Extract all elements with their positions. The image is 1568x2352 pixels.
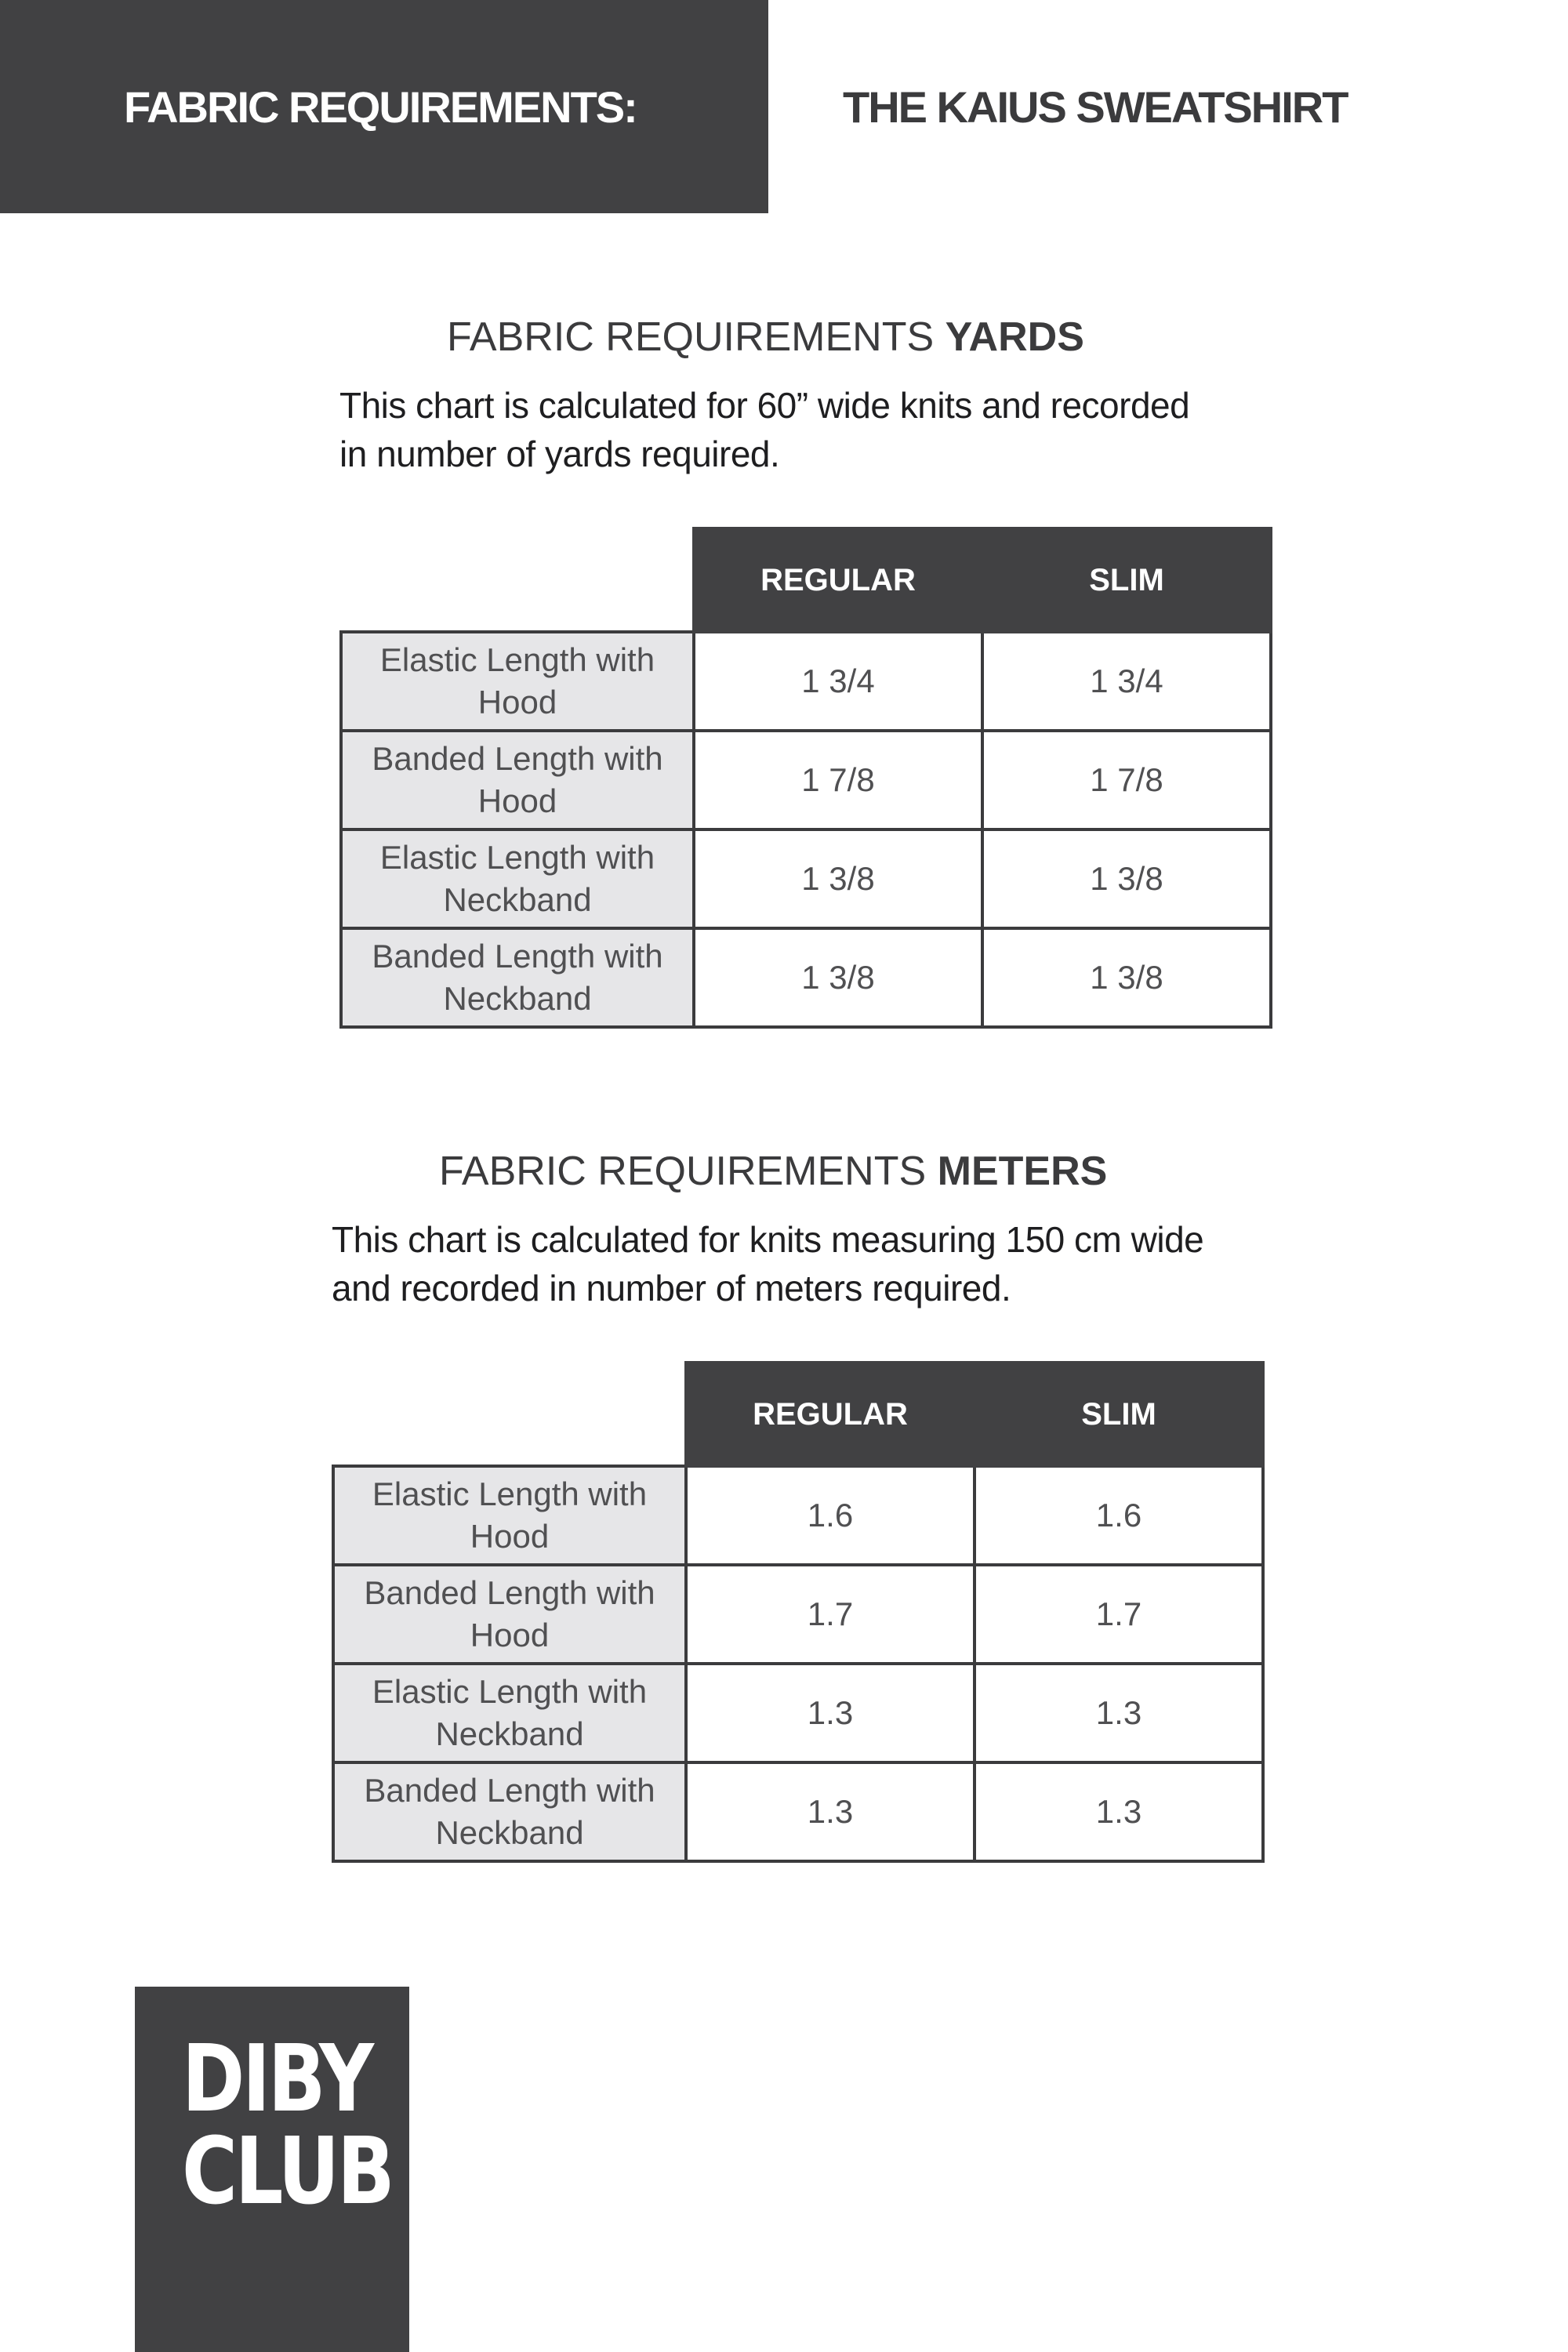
table-row (333, 1466, 1263, 1565)
header-right-title: THE KAIUS SWEATSHIRT (843, 82, 1348, 132)
yards-section-title (447, 314, 1084, 361)
column-header-regular: REGULAR (686, 1363, 975, 1466)
header-left-title: FABRIC REQUIREMENTS: (124, 82, 637, 132)
meters-title-prefix: FABRIC REQUIREMENTS (439, 1149, 927, 1194)
row-label: Banded Length with Neckband (341, 928, 694, 1027)
table-row (341, 928, 1271, 1027)
column-header-slim: SLIM (982, 528, 1271, 632)
table-row (333, 1762, 1263, 1861)
value-slim: 1 7/8 (982, 731, 1271, 829)
row-label: Elastic Length with Hood (341, 632, 694, 731)
yards-title-prefix: FABRIC REQUIREMENTS (447, 314, 935, 360)
table-row (341, 632, 1271, 731)
table-corner (341, 528, 694, 632)
value-slim: 1.3 (975, 1664, 1263, 1762)
value-regular: 1.7 (686, 1565, 975, 1664)
meters-section-title (439, 1148, 1107, 1195)
value-regular: 1 3/8 (694, 829, 982, 928)
value-slim: 1 3/8 (982, 928, 1271, 1027)
logo-text (182, 2024, 393, 2225)
yards-title-emphasis: YARDS (945, 314, 1084, 360)
logo-line1: DIBY (182, 2024, 372, 2132)
value-slim: 1.6 (975, 1466, 1263, 1565)
value-regular: 1.6 (686, 1466, 975, 1565)
column-header-slim: SLIM (975, 1363, 1263, 1466)
yards-desc-line1: This chart is calculated for 60” wide knits and recorded (339, 385, 1190, 426)
row-label: Banded Length with Neckband (333, 1762, 686, 1861)
table-row (333, 1565, 1263, 1664)
yards-table (339, 527, 1272, 1029)
table-row (333, 1664, 1263, 1762)
table-row (341, 829, 1271, 928)
value-regular: 1.3 (686, 1762, 975, 1861)
value-slim: 1 3/4 (982, 632, 1271, 731)
meters-desc-line1: This chart is calculated for knits measuring 150 cm wide (332, 1219, 1204, 1260)
row-label: Elastic Length with Neckband (341, 829, 694, 928)
header-banner (0, 0, 768, 213)
meters-table (332, 1361, 1265, 1863)
table-corner (333, 1363, 686, 1466)
value-slim: 1 3/8 (982, 829, 1271, 928)
table-row (341, 731, 1271, 829)
value-regular: 1 7/8 (694, 731, 982, 829)
value-regular: 1 3/8 (694, 928, 982, 1027)
meters-description (332, 1215, 1272, 1312)
value-regular: 1.3 (686, 1664, 975, 1762)
yards-desc-line2: in number of yards required. (339, 434, 780, 474)
meters-desc-line2: and recorded in number of meters required. (332, 1268, 1011, 1308)
brand-logo (135, 1987, 409, 2352)
value-slim: 1.3 (975, 1762, 1263, 1861)
value-slim: 1.7 (975, 1565, 1263, 1664)
row-label: Elastic Length with Neckband (333, 1664, 686, 1762)
logo-line2: CLUB (182, 2117, 393, 2225)
yards-description (339, 381, 1280, 478)
value-regular: 1 3/4 (694, 632, 982, 731)
row-label: Banded Length with Hood (333, 1565, 686, 1664)
row-label: Banded Length with Hood (341, 731, 694, 829)
row-label: Elastic Length with Hood (333, 1466, 686, 1565)
column-header-regular: REGULAR (694, 528, 982, 632)
meters-title-emphasis: METERS (937, 1149, 1108, 1194)
